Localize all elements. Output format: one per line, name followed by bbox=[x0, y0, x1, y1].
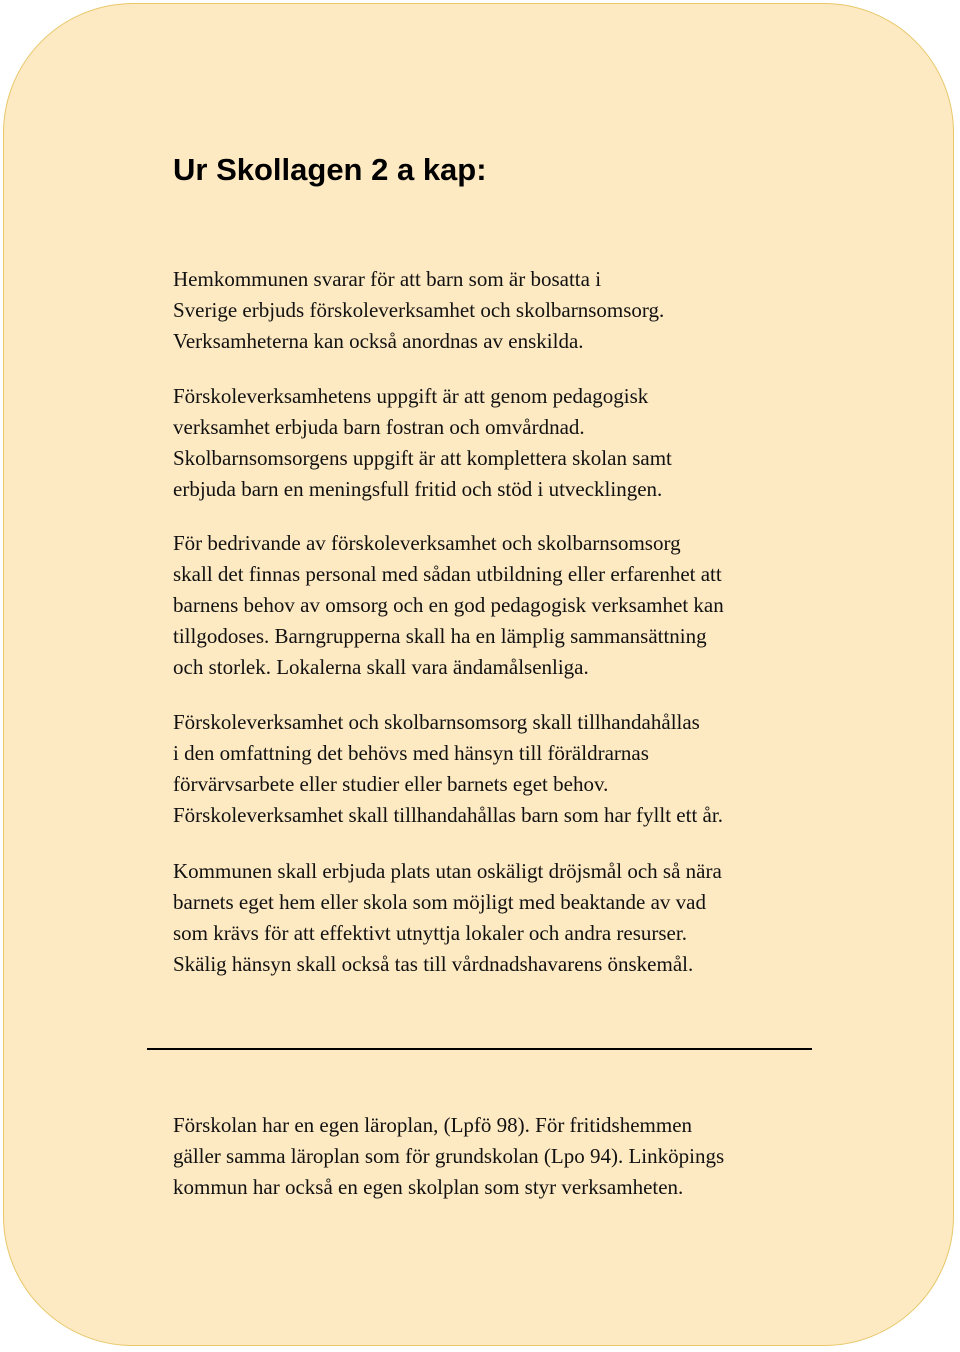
paragraph-line: barnens behov av omsorg och en god pedagogisk verksamhet kan bbox=[173, 593, 724, 617]
page-title: Ur Skollagen 2 a kap: bbox=[173, 152, 487, 187]
paragraph-line: skall det finnas personal med sådan utbildning eller erfarenhet att bbox=[173, 562, 722, 586]
paragraph-line: Förskoleverksamhet skall tillhandahållas barn som har fyllt ett år. bbox=[173, 803, 723, 827]
paragraph-line: erbjuda barn en meningsfull fritid och stöd i utvecklingen. bbox=[173, 477, 663, 501]
paragraph-line: Sverige erbjuds förskoleverksamhet och skolbarnsomsorg. bbox=[173, 298, 665, 322]
paragraph-line: i den omfattning det behövs med hänsyn till föräldrarnas bbox=[173, 741, 649, 765]
paragraph-line: Förskoleverksamhet och skolbarnsomsorg skall tillhandahållas bbox=[173, 710, 700, 734]
paragraph-line: barnets eget hem eller skola som möjligt med beaktande av vad bbox=[173, 890, 706, 914]
paragraph-line: förvärvsarbete eller studier eller barnets eget behov. bbox=[173, 772, 609, 796]
paragraph-hemkommunen bbox=[173, 264, 664, 357]
paragraph-kommunen bbox=[173, 856, 722, 980]
divider-line bbox=[147, 1048, 812, 1050]
paragraph-line: kommun har också en egen skolplan som styr verksamheten. bbox=[173, 1175, 684, 1199]
paragraph-line: gäller samma läroplan som för grundskolan (Lpo 94). Linköpings bbox=[173, 1144, 725, 1168]
paragraph-line: Kommunen skall erbjuda plats utan oskäligt dröjsmål och så nära bbox=[173, 859, 722, 883]
paragraph-uppgift bbox=[173, 381, 672, 505]
paragraph-line: Verksamheterna kan också anordnas av enskilda. bbox=[173, 329, 584, 353]
info-card bbox=[3, 3, 954, 1346]
paragraph-line: Skolbarnsomsorgens uppgift är att komplettera skolan samt bbox=[173, 446, 672, 470]
paragraph-tillhandahallas bbox=[173, 707, 723, 831]
paragraph-personal bbox=[173, 528, 724, 683]
paragraph-line: Förskoleverksamhetens uppgift är att genom pedagogisk bbox=[173, 384, 649, 408]
paragraph-line: För bedrivande av förskoleverksamhet och skolbarnsomsorg bbox=[173, 531, 681, 555]
paragraph-line: Förskolan har en egen läroplan, (Lpfö 98). För fritidshemmen bbox=[173, 1113, 693, 1137]
paragraph-line: Skälig hänsyn skall också tas till vårdnadshavarens önskemål. bbox=[173, 952, 694, 976]
paragraph-line: verksamhet erbjuda barn fostran och omvårdnad. bbox=[173, 415, 585, 439]
paragraph-line: som krävs för att effektivt utnyttja lokaler och andra resurser. bbox=[173, 921, 687, 945]
paragraph-laroplan bbox=[173, 1110, 724, 1203]
paragraph-line: tillgodoses. Barngrupperna skall ha en lämplig sammansättning bbox=[173, 624, 707, 648]
paragraph-line: och storlek. Lokalerna skall vara ändamålsenliga. bbox=[173, 655, 589, 679]
paragraph-line: Hemkommunen svarar för att barn som är bosatta i bbox=[173, 267, 602, 291]
